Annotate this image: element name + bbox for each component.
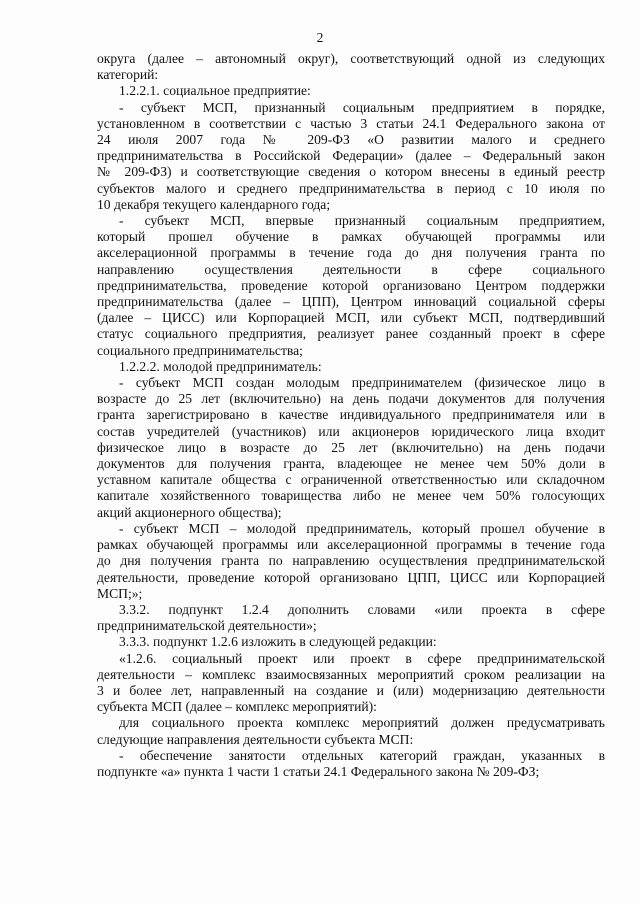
document-body — [97, 51, 605, 780]
text-line: - субъект МСП, признанный социальным предприятием в порядке, — [119, 99, 605, 115]
text-line: деятельности – комплекс взаимосвязанных мероприятий сроком реализации на — [97, 666, 605, 682]
text-line: до дня получения гранта по направлению осуществления предпринимательской — [97, 553, 605, 569]
text-line: - обеспечение занятости отдельных категорий граждан, указанных в — [119, 747, 605, 763]
text-line: предпринимательства (далее – ЦПП), Центром инноваций социальной сферы — [97, 294, 605, 310]
text-line: 24 июля 2007 года № 209-ФЗ «О развитии малого и среднего — [97, 132, 605, 148]
text-line: документов для получения гранта, владеющее не менее чем 50% доли в — [97, 456, 605, 472]
text-line: капитале хозяйственного товарищества либо не менее чем 50% голосующих — [97, 488, 605, 504]
text-line: установленном в соответствии с частью 3 статьи 24.1 Федерального закона от — [97, 115, 605, 131]
text-line: (далее – ЦИСС) или Корпорацией МСП, или субъект МСП, подтвердивший — [97, 310, 605, 326]
text-line: 3 и более лет, направленный на создание и (или) модернизацию деятельности — [97, 682, 605, 698]
text-line: статус социального предприятия, реализует ранее созданный проект в сфере — [97, 326, 605, 342]
text-line: возрасте до 25 лет (включительно) на день подачи документов для получения — [97, 391, 605, 407]
text-line: субъекта МСП (далее – комплекс мероприятий): — [97, 699, 377, 715]
text-line: предпринимательской деятельности»; — [97, 618, 317, 634]
text-line: 3.3.2. подпункт 1.2.4 дополнить словами «или проекта в сфере — [119, 601, 605, 617]
text-line: - субъект МСП создан молодым предпринимателем (физическое лицо в — [119, 375, 605, 391]
text-line: 10 декабря текущего календарного года; — [97, 196, 331, 212]
text-line: рамках обучающей программы или акселерационной программы в течение года — [97, 537, 605, 553]
text-line: физическое лицо в возрасте до 25 лет (включительно) на день подачи — [97, 439, 605, 455]
text-line: акций акционерного общества); — [97, 504, 282, 520]
text-line: 3.3.3. подпункт 1.2.6 изложить в следующей редакции: — [119, 634, 437, 650]
text-line: для социального проекта комплекс мероприятий должен предусматривать — [119, 715, 605, 731]
text-line: социального предпринимательства; — [97, 342, 303, 358]
text-line: подпункте «а» пункта 1 части 1 статьи 24.1 Федерального закона № 209-ФЗ; — [97, 763, 540, 779]
text-line: гранта зарегистрировано в качестве индивидуального предпринимателя или в — [97, 407, 605, 423]
text-line: 1.2.2.2. молодой предприниматель: — [119, 358, 322, 374]
text-line: который прошел обучение в рамках обучающей программы или — [97, 229, 605, 245]
text-line: направлению осуществления деятельности в сфере социального — [97, 261, 605, 277]
text-line: категорий: — [97, 67, 159, 83]
text-line: деятельности, проведение которой организовано ЦПП, ЦИСС или Корпорацией — [97, 569, 605, 585]
text-line: 1.2.2.1. социальное предприятие: — [119, 83, 311, 99]
text-line: - субъект МСП, впервые признанный социальным предприятием, — [119, 213, 605, 229]
text-line: № 209-ФЗ) и соответствующие сведения о котором внесены в единый реестр — [97, 164, 605, 180]
text-line: предпринимательства в Российской Федерации» (далее – Федеральный закон — [97, 148, 605, 164]
text-line: «1.2.6. социальный проект или проект в сфере предпринимательской — [119, 650, 605, 666]
text-line: уставном капитале общества с ограниченной ответственностью или складочном — [97, 472, 605, 488]
text-line: акселерационной программы в течение года до дня получения гранта по — [97, 245, 605, 261]
text-line: состав учредителей (участников) или акционеров юридического лица входит — [97, 423, 605, 439]
text-line: округа (далее – автономный округ), соответствующий одной из следующих — [97, 51, 605, 66]
text-line: МСП;»; — [97, 585, 143, 601]
text-line: субъектов малого и среднего предпринимательства в период с 10 июля по — [97, 180, 605, 196]
text-line: предпринимательства, проведение которой организовано Центром поддержки — [97, 277, 605, 293]
text-line: следующие направления деятельности субъекта МСП: — [97, 731, 414, 747]
text-line: - субъект МСП – молодой предприниматель, который прошел обучение в — [119, 520, 605, 536]
page-number: 2 — [316, 30, 324, 45]
